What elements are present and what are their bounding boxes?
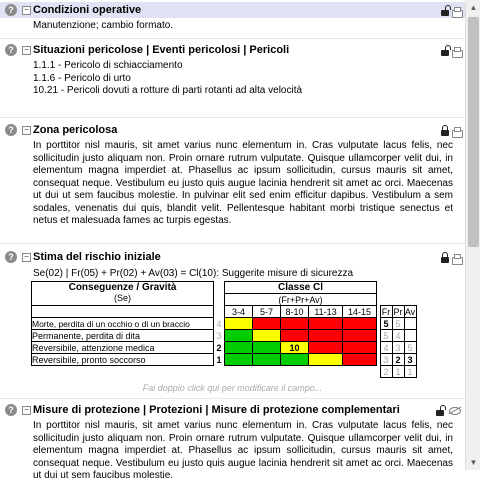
row-label: Permanente, perdita di dita <box>32 330 214 342</box>
column-header: 8-10 <box>281 306 309 318</box>
unlock-icon[interactable] <box>441 50 449 56</box>
row-label: Reversibile, attenzione medica <box>32 342 214 354</box>
av-value[interactable]: 5 <box>404 342 416 354</box>
help-icon[interactable]: ? <box>5 251 17 263</box>
section-header-operating[interactable] <box>0 2 465 18</box>
column-header: 14-15 <box>343 306 377 318</box>
section-title: Zona pericolosa <box>33 124 118 136</box>
help-icon[interactable]: ? <box>5 4 17 16</box>
pr-value[interactable]: 5 <box>392 318 404 330</box>
section-header-risk[interactable] <box>0 249 465 265</box>
risk-formula: Se(02) | Fr(05) + Pr(02) + Av(03) = Cl(10): Suggerite misure di sicurezza <box>33 268 354 279</box>
fr-value[interactable]: 2 <box>380 366 392 378</box>
scroll-thumb[interactable] <box>468 17 479 247</box>
section-title: Stima del rischio iniziale <box>33 251 161 263</box>
class-sub-header: (Fr+Pr+Av) <box>225 294 377 306</box>
column-header: 3-4 <box>225 306 253 318</box>
pr-value[interactable]: 1 <box>392 366 404 378</box>
list-item: 10.21 - Pericoli dovuti a rotture di parti rotanti ad alta velocità <box>33 85 303 96</box>
av-value[interactable]: 1 <box>404 366 416 378</box>
section-title: Condizioni operative <box>33 4 142 16</box>
selected-severity: 2 <box>216 342 222 353</box>
severity-value: 1 <box>216 354 222 365</box>
section-header-danger-zone[interactable] <box>0 122 465 138</box>
print-icon[interactable] <box>452 257 463 265</box>
danger-zone-text: In porttitor nisl mauris, sit amet varius nunc elementum in. Cras vulputate lacus felis, nec sollicitudin justo aliquam non. Proin ornare rutrum vulputate. Quisque ullamcorper velit dui, in elementum magna imperdiet at. Phasellus ac ipsum sollicitudin, cursus mauris sit amet, consequat neque. Vestibulum eu justo quis augue lacinia hendrerit sit amet ac orci. Maecenas ut dui ut sem faucibus molestie. In pulvinar elit sed enim efficitur dapibus. Vestibulum a sem sodales, venenatis dui quis, blandit velit. Pellentesque habitant morbi tristique senectus et netus et malesuada fames ac turpis egestas. <box>33 140 453 226</box>
vertical-scrollbar[interactable] <box>465 0 480 470</box>
selected-class-cell[interactable]: 10 <box>281 342 309 354</box>
severity-value: 4 <box>216 318 222 329</box>
fr-header: Fr <box>381 306 391 317</box>
collapse-icon[interactable]: − <box>22 406 31 415</box>
pr-value[interactable]: 2 <box>392 354 404 366</box>
pr-value[interactable]: 4 <box>392 330 404 342</box>
collapse-icon[interactable]: − <box>22 126 31 135</box>
divider <box>0 243 465 244</box>
list-item: 1.1.1 - Pericolo di schiacciamento <box>33 60 183 71</box>
pr-header: Pr <box>393 306 403 317</box>
print-icon[interactable] <box>452 50 463 58</box>
table-row[interactable] <box>32 318 417 330</box>
lock-icon[interactable] <box>441 130 449 136</box>
hidden-eye-icon[interactable] <box>449 407 461 415</box>
row-label: Reversibile, pronto soccorso <box>32 354 214 366</box>
list-item: 1.1.6 - Pericolo di urto <box>33 72 131 84</box>
unlock-icon[interactable] <box>441 10 449 16</box>
fr-value[interactable]: 3 <box>380 354 392 366</box>
operating-conditions-text: Manutenzione; cambio formato. <box>33 20 174 31</box>
fr-value[interactable]: 5 <box>380 318 392 330</box>
av-value[interactable] <box>404 318 416 330</box>
print-icon[interactable] <box>452 10 463 18</box>
help-icon[interactable]: ? <box>5 404 17 416</box>
fr-value[interactable]: 4 <box>380 342 392 354</box>
table-row[interactable] <box>32 366 417 378</box>
scroll-up-arrow-icon[interactable]: ▲ <box>469 3 478 12</box>
pr-value[interactable]: 3 <box>392 342 404 354</box>
help-icon[interactable]: ? <box>5 44 17 56</box>
collapse-icon[interactable]: − <box>22 253 31 262</box>
row-label: Morte, perdita di un occhio o di un braccio <box>32 318 214 330</box>
av-header: Av <box>404 306 416 317</box>
table-row[interactable] <box>32 330 417 342</box>
table-row[interactable] <box>32 354 417 366</box>
scroll-down-arrow-icon[interactable]: ▼ <box>469 458 478 467</box>
print-icon[interactable] <box>452 130 463 138</box>
severity-value: 3 <box>216 330 222 341</box>
unlock-icon[interactable] <box>436 410 444 416</box>
divider <box>0 38 465 39</box>
av-value[interactable] <box>404 330 416 342</box>
risk-matrix[interactable] <box>31 281 417 378</box>
column-header: 5-7 <box>253 306 281 318</box>
divider <box>0 117 465 118</box>
divider <box>0 398 465 399</box>
column-header: 11-13 <box>309 306 343 318</box>
section-title: Misure di protezione | Protezioni | Misure di protezione complementari <box>33 404 400 416</box>
section-header-measures[interactable] <box>0 402 465 418</box>
consequence-header: Conseguenze / Gravità (Se) <box>32 282 214 306</box>
edit-hint[interactable]: Fai doppio click qui per modificare il campo... <box>142 383 323 393</box>
class-header: Classe Cl <box>225 282 377 294</box>
hazard-list <box>33 60 453 98</box>
section-header-hazards[interactable] <box>0 42 465 58</box>
measures-text: In porttitor nisl mauris, sit amet varius nunc elementum in. Cras vulputate lacus felis, nec sollicitudin justo aliquam non. Proin ornare rutrum vulputate. Quisque ullamcorper velit dui, in elementum magna imperdiet at. Phasellus ac ipsum sollicitudin, cursus mauris sit amet, consequat neque. Vestibulum eu justo quis augue lacinia hendrerit sit amet ac orci. Maecenas ut dui ut sem faucibus molestie. <box>33 420 453 481</box>
lock-icon[interactable] <box>441 257 449 263</box>
fr-value[interactable]: 5 <box>380 330 392 342</box>
av-value[interactable]: 3 <box>404 354 416 366</box>
collapse-icon[interactable]: − <box>22 46 31 55</box>
collapse-icon[interactable]: − <box>22 6 31 15</box>
section-title: Situazioni pericolose | Eventi pericolosi | Pericoli <box>33 44 290 56</box>
table-row[interactable] <box>32 342 417 354</box>
help-icon[interactable]: ? <box>5 124 17 136</box>
